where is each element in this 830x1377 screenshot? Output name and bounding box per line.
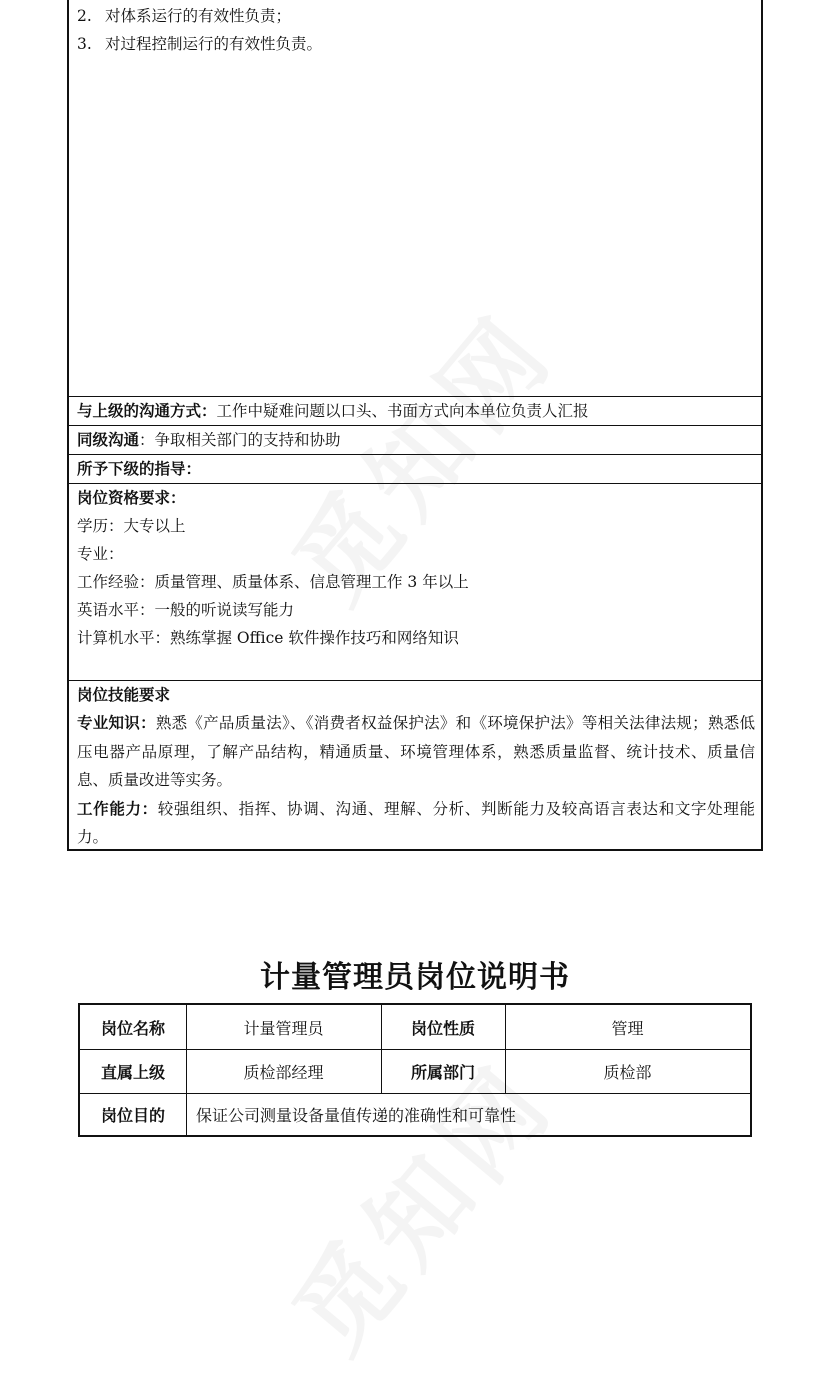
section-heading: 岗位资格要求： [77,488,186,507]
table-value: 计量管理员 [243,1018,324,1038]
peer-communication-row [69,426,761,454]
field-label: 所予下级的指导： [77,459,202,478]
table-value: 管理 [611,1018,644,1038]
table-label: 所属部门 [410,1063,475,1082]
table-row [80,1050,750,1093]
table-value: 质检部经理 [243,1063,324,1082]
table-row [80,1094,750,1135]
superior-communication-row [69,397,761,425]
table-label: 直属上级 [100,1063,165,1082]
table-value: 保证公司测量设备量值传递的准确性和可靠性 [196,1106,517,1125]
job-info-table [78,1003,752,1137]
ability-paragraph: 工作能力：较强组织、指挥、协调、沟通、理解、分析、判断能力及较高语言表达和文字处理能力。 [77,798,755,846]
qualification-line: 专业： [77,545,124,563]
qualification-line: 学历：大专以上 [77,517,186,535]
table-label: 岗位性质 [410,1018,475,1038]
section-heading: 岗位技能要求 [77,685,171,704]
qualification-line: 工作经验：质量管理、质量体系、信息管理工作 3 年以上 [77,573,469,591]
field-value: 工作中疑难问题以口头、书面方式向本单位负责人汇报 [216,402,589,420]
table-label: 岗位目的 [100,1106,165,1125]
duties-cell [69,2,761,58]
skills-section [69,681,761,852]
field-label: 与上级的沟通方式： [77,401,217,420]
qualification-section [69,484,761,652]
page-title: 计量管理员岗位说明书 [260,960,570,995]
field-value: ：争取相关部门的支持和协助 [139,431,341,449]
table-value: 质检部 [603,1063,652,1082]
qualification-line: 计算机水平：熟练掌握 Office 软件操作技巧和网络知识 [77,629,459,647]
table-label: 岗位名称 [100,1018,165,1038]
field-label: 同级沟通 [77,430,140,449]
subordinate-guidance-row [69,455,761,483]
duty-item: 2. 对体系运行的有效性负责； [77,7,292,25]
knowledge-paragraph: 专业知识：熟悉《产品质量法》、《消费者权益保护法》和《环境保护法》等相关法律法规；熟悉低压电器产品原理，了解产品结构，精通质量、环境管理体系，熟悉质量监督、统计技术、质量信息、质量改进等实务。 [77,713,755,789]
table-row [80,1005,750,1049]
job-description-table-continued [67,0,763,851]
qualification-line: 英语水平：一般的听说读写能力 [77,601,295,619]
duty-item: 3. 对过程控制运行的有效性负责。 [77,35,323,53]
